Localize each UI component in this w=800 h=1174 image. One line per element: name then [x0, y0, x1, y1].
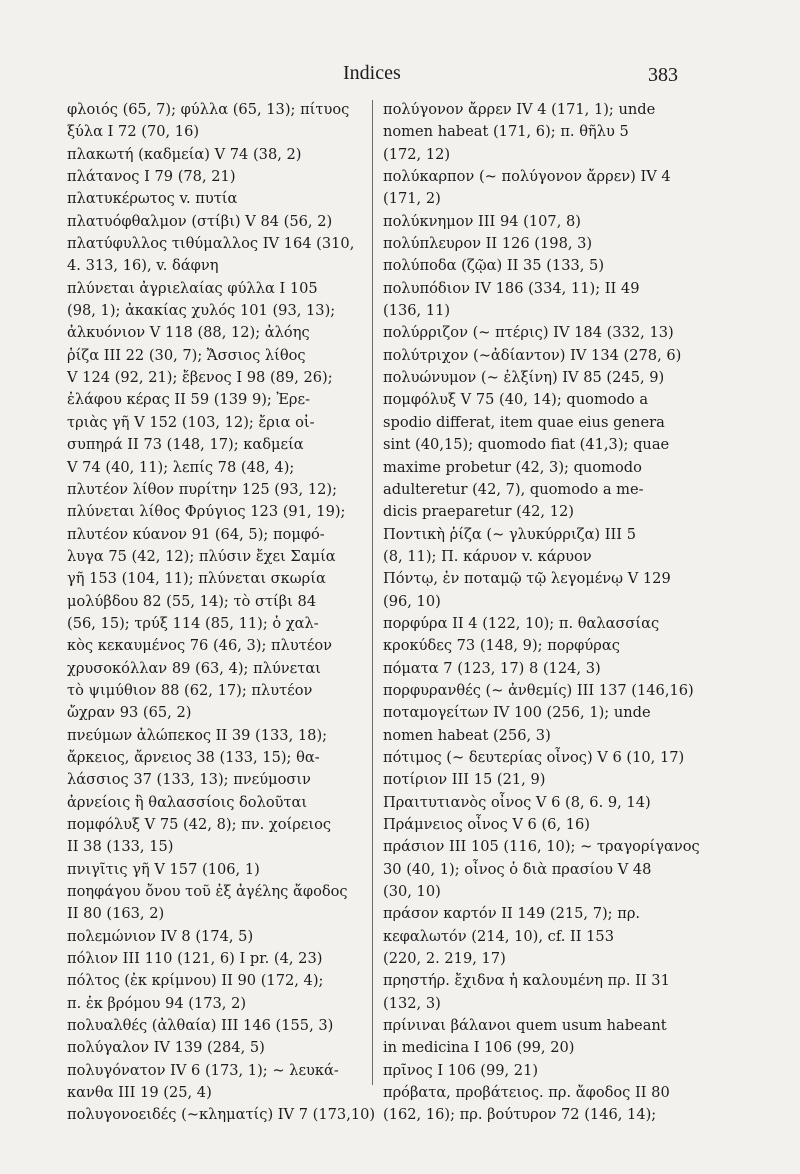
index-entry-line: πολεμώνιον IV 8 (174, 5) [67, 927, 254, 945]
index-entry-line: πορφυρανθές (~ ἀνθεμίς) III 137 (146,16) [383, 681, 694, 699]
index-entry [383, 1060, 701, 1082]
index-entry-line: πομφόλυξ V 75 (40, 14); quomodo a [383, 391, 649, 409]
index-entry-line: dicis praeparetur (42, 12) [383, 503, 574, 521]
index-entry-line: πολυπόδιον IV 186 (334, 11); II 49 [383, 279, 640, 297]
index-entry [67, 99, 362, 144]
index-entry-line: ποηφάγου ὄνου τοῦ ἐξ ἀγέλης ἄφοδος [67, 883, 348, 901]
index-entry-line: ποτίριον III 15 (21, 9) [383, 771, 546, 789]
index-entry-line: II 38 (133, 15) [67, 838, 174, 856]
index-entry [383, 836, 701, 903]
index-entry-line: ποταμογείτων IV 100 (256, 1); unde [383, 704, 651, 722]
index-entry-line: ὤχραν 93 (65, 2) [67, 704, 192, 722]
running-title: Indices [343, 62, 401, 84]
index-entry [383, 524, 701, 569]
index-entry [67, 144, 362, 166]
index-entry [383, 814, 701, 836]
index-entry-line: (30, 10) [383, 883, 441, 901]
index-entry [383, 702, 701, 747]
index-entry-line: π. ἐκ βρόμου 94 (173, 2) [67, 994, 247, 1012]
index-entry-line: πόματα 7 (123, 17) 8 (124, 3) [383, 659, 601, 677]
index-entry-line: Πράμνειος οἶνος V 6 (6, 16) [383, 816, 590, 833]
index-entry-line: πνεύμων ἀλώπεκος II 39 (133, 18); [67, 726, 328, 744]
index-entry-line: Πόντῳ, ἐν ποταμῷ τῷ λεγομένῳ V 129 [383, 570, 671, 588]
index-entry-line: (220, 2. 219, 17) [383, 950, 506, 968]
index-entry-line: II 80 (163, 2) [67, 905, 165, 923]
index-entry [383, 345, 701, 367]
index-entry [383, 278, 701, 323]
index-entry-line: (56, 15); τρύξ 114 (85, 11); ὁ χαλ- [67, 614, 319, 632]
index-entry-line: πρόβατα, προβάτειος. πρ. ἄφοδος II 80 [383, 1084, 670, 1102]
index-entry-line: λυγα 75 (42, 12); πλύσιν ἔχει Σαμία [67, 547, 336, 565]
index-entry [383, 367, 701, 389]
index-entry-line: πλυτέον κύανον 91 (64, 5); πομφό- [67, 525, 325, 543]
index-entry-line: 30 (40, 1); οἶνος ὁ διὰ πρασίου V 48 [383, 860, 652, 878]
index-entry-line: (162, 16); πρ. βούτυρον 72 (146, 14); [383, 1106, 657, 1124]
index-entry [67, 881, 362, 926]
index-entry [383, 680, 701, 702]
index-entry [67, 233, 362, 278]
index-entry-line: (132, 3) [383, 994, 441, 1012]
index-entry-line: πλάτανος I 79 (78, 21) [67, 168, 236, 186]
index-entry-line: φλοιός (65, 7); φύλλα (65, 13); πίτυος [67, 101, 350, 118]
index-entry-line: πλύνεται ἀγριελαίας φύλλα I 105 [67, 279, 318, 297]
index-entry-line: πολύκνημον III 94 (107, 8) [383, 212, 581, 230]
index-entry-line: (172, 12) [383, 145, 451, 163]
index-entry [67, 948, 362, 970]
page-number: 383 [648, 64, 678, 86]
index-entry [67, 278, 362, 725]
index-entry [383, 1082, 701, 1127]
index-entry-line: spodio differat, item quae eius genera [383, 413, 665, 431]
index-entry-line: κροκύδες 73 (148, 9); πορφύρας [383, 637, 620, 655]
index-entry-line: πνιγῖτις γῆ V 157 (106, 1) [67, 860, 260, 878]
index-entry-line: (96, 10) [383, 592, 441, 610]
index-entry [383, 255, 701, 277]
index-entry-line: πλυτέον λίθον πυρίτην 125 (93, 12); [67, 480, 338, 498]
index-entry-line: πλατυκέρωτος v. πυτία [67, 190, 238, 208]
index-entry-line: πλακωτή (καδμεία) V 74 (38, 2) [67, 145, 302, 163]
index-entry-line: ῥίζα III 22 (30, 7); Ἄσσιος λίθος [67, 346, 306, 364]
index-entry [67, 211, 362, 233]
index-entry-line: V 124 (92, 21); ἔβενος I 98 (89, 26); [67, 369, 333, 387]
index-entry [67, 926, 362, 948]
index-entry-line: ξύλα I 72 (70, 16) [67, 123, 200, 141]
index-entry [67, 725, 362, 859]
index-entry [67, 166, 362, 188]
index-entry-line: μολύβδου 82 (55, 14); τὸ στίβι 84 [67, 592, 317, 610]
index-entry [67, 970, 362, 1015]
index-entry-line: adulteretur (42, 7), quomodo a me- [383, 480, 644, 498]
index-entry-line: χρυσοκόλλαν 89 (63, 4); πλύνεται [67, 659, 321, 677]
index-entry [383, 1015, 701, 1060]
index-entry-line: (8, 11); Π. κάρυον v. κάρυον [383, 547, 592, 565]
index-entry [383, 613, 701, 680]
index-entry-line: ἀρνείοις ἢ θαλασσίοις δολοῦται [67, 793, 308, 811]
index-entry [383, 211, 701, 233]
index-entry-line: πολύγονον ἄρρεν IV 4 (171, 1); unde [383, 101, 656, 118]
index-entry [383, 769, 701, 791]
index-entry [383, 792, 701, 814]
column-divider [372, 100, 373, 1085]
index-entry-line: Πραιτυτιανὸς οἶνος V 6 (8, 6. 9, 14) [383, 793, 651, 811]
index-entry-line: πολύποδα (ζῷα) II 35 (133, 5) [383, 257, 605, 275]
index-entry [383, 568, 701, 613]
index-entry-line: ἐλάφου κέρας II 59 (139 9); Ἐρε- [67, 391, 310, 409]
index-entry-line: πομφόλυξ V 75 (42, 8); πν. χοίρειος [67, 816, 332, 833]
index-entry-line: nomen habeat (171, 6); π. θῆλυ 5 [383, 123, 629, 141]
index-entry-line: κανθα III 19 (25, 4) [67, 1084, 212, 1102]
index-column-right [383, 99, 701, 1127]
index-entry-line: πότιμος (~ δευτερίας οἶνος) V 6 (10, 17) [383, 748, 685, 766]
index-entry-line: (136, 11) [383, 302, 451, 320]
index-entry [383, 389, 701, 523]
index-entry-line: τριὰς γῆ V 152 (103, 12); ἔρια οἰ- [67, 413, 315, 431]
index-entry [67, 1037, 362, 1059]
index-entry-line: in medicina I 106 (99, 20) [383, 1039, 575, 1057]
index-entry-line: πολύγαλον IV 139 (284, 5) [67, 1039, 265, 1057]
index-entry-line: πολυγόνατον IV 6 (173, 1); ~ λευκά- [67, 1061, 339, 1079]
index-entry [383, 903, 701, 970]
index-entry-line: maxime probetur (42, 3); quomodo [383, 458, 642, 476]
index-entry-line: πορφύρα II 4 (122, 10); π. θαλασσίας [383, 614, 660, 632]
index-entry [67, 1015, 362, 1037]
index-entry-line: πολύκαρπον (~ πολύγονον ἄρρεν) IV 4 [383, 168, 671, 186]
index-entry-line: πλατύφυλλος τιθύμαλλος IV 164 (310, [67, 235, 355, 253]
index-entry-line: γῆ 153 (104, 11); πλύνεται σκωρία [67, 570, 326, 588]
index-entry [67, 859, 362, 881]
index-entry-line: πόλτος (ἐκ κρίμνου) II 90 (172, 4); [67, 972, 324, 990]
index-entry-line: πολυγονοειδές (~κληματίς) IV 7 (173,10) [67, 1106, 376, 1124]
index-entry [67, 1104, 376, 1126]
index-entry-line: πολύτριχον (~ἀδίαντον) IV 134 (278, 6) [383, 346, 682, 364]
index-entry-line: πολυώνυμον (~ ἐλξίνη) IV 85 (245, 9) [383, 369, 665, 387]
index-entry-line: κὸς κεκαυμένος 76 (46, 3); πλυτέον [67, 637, 333, 655]
index-entry-line: κεφαλωτόν (214, 10), cf. II 153 [383, 927, 614, 945]
index-entry-line: (171, 2) [383, 190, 441, 208]
index-entry-line: πολύπλευρον II 126 (198, 3) [383, 235, 593, 253]
index-entry-line: τὸ ψιμύθιον 88 (62, 17); πλυτέον [67, 681, 313, 699]
index-entry-line: πολύρριζον (~ πτέρις) IV 184 (332, 13) [383, 324, 674, 342]
index-entry-line: πράσον καρτόν II 149 (215, 7); πρ. [383, 905, 641, 923]
index-entry-line: πρίνιναι βάλανοι quem usum habeant [383, 1017, 667, 1035]
index-entry-line: V 74 (40, 11); λεπίς 78 (48, 4); [67, 458, 295, 476]
index-entry-line: πόλιον III 110 (121, 6) I pr. (4, 23) [67, 950, 323, 968]
index-column-left [67, 99, 376, 1127]
index-entry [383, 233, 701, 255]
index-entry-line: λάσσιος 37 (133, 13); πνεύμοσιν [67, 771, 311, 789]
index-entry-line: πρηστήρ. ἔχιδνα ἡ καλουμένη πρ. II 31 [383, 972, 670, 990]
index-entry [383, 166, 701, 211]
index-entry-line: (98, 1); ἀκακίας χυλός 101 (93, 13); [67, 302, 336, 320]
page-header [0, 62, 800, 88]
index-entry-line: ἀλκυόνιον V 118 (88, 12); ἀλόης [67, 324, 310, 342]
index-entry [383, 970, 701, 1015]
index-entry-line: πράσιον III 105 (116, 10); ~ τραγορίγανος [383, 838, 700, 856]
index-entry-line: Ποντικὴ ῥίζα (~ γλυκύρριζα) III 5 [383, 525, 636, 543]
index-entry [67, 188, 362, 210]
index-entry [383, 99, 701, 166]
index-entry [67, 1060, 362, 1105]
index-entry-line: nomen habeat (256, 3) [383, 726, 551, 744]
index-entry-line: πλατυόφθαλμον (στίβι) V 84 (56, 2) [67, 212, 333, 230]
index-entry-line: ἄρκειος, ἄρνειος 38 (133, 15); θα- [67, 748, 320, 766]
index-entry [383, 322, 701, 344]
index-entry-line: πρῖνος I 106 (99, 21) [383, 1061, 539, 1079]
index-entry-line: sint (40,15); quomodo fiat (41,3); quae [383, 436, 670, 454]
index-entry-line: 4. 313, 16), v. δάφνη [67, 257, 219, 275]
index-entry-line: πολυαλθές (ἀλθαία) III 146 (155, 3) [67, 1017, 334, 1035]
index-entry-line: συπηρά II 73 (148, 17); καδμεία [67, 436, 304, 454]
index-entry [383, 747, 701, 769]
index-entry-line: πλύνεται λίθος Φρύγιος 123 (91, 19); [67, 503, 346, 521]
